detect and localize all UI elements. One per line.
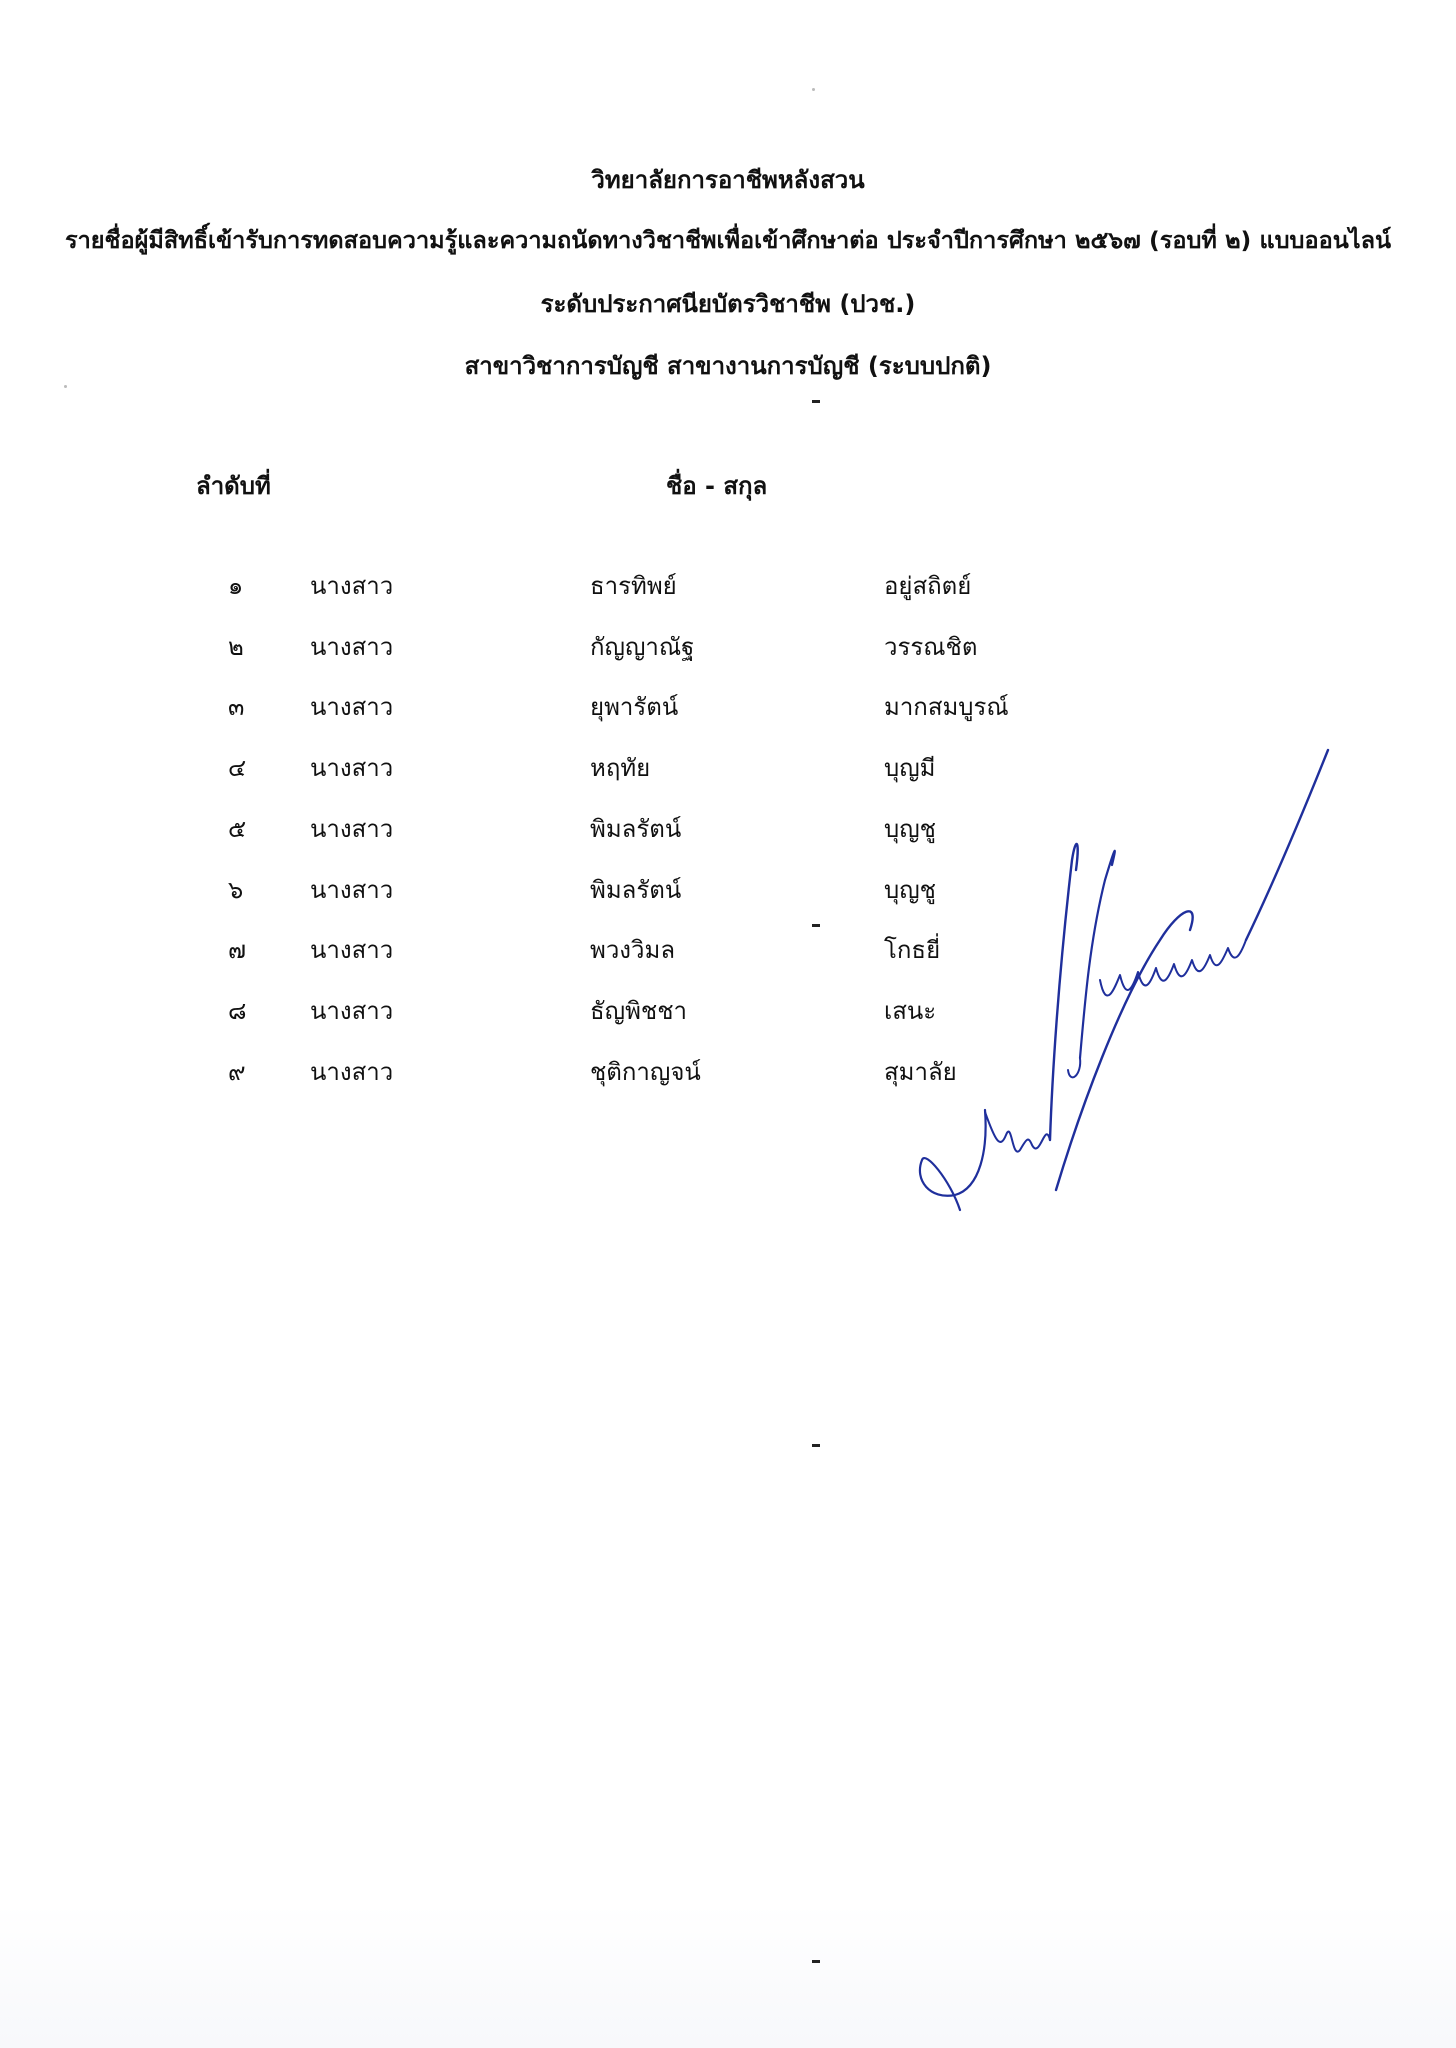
scan-speck xyxy=(64,385,67,388)
row-last-name: เสนะ xyxy=(884,997,937,1025)
row-number: ๙ xyxy=(228,1058,246,1086)
row-last-name: บุญชู xyxy=(884,815,936,843)
row-last-name: โกธยี่ xyxy=(884,936,941,964)
row-number: ๑ xyxy=(228,572,244,600)
row-title: นางสาว xyxy=(310,1058,394,1086)
row-title: นางสาว xyxy=(310,997,394,1025)
row-title: นางสาว xyxy=(310,815,394,843)
list-item xyxy=(0,566,1456,606)
row-last-name: สุมาลัย xyxy=(884,1058,957,1086)
row-first-name: ยุพารัตน์ xyxy=(590,693,679,721)
scan-mark xyxy=(812,1960,820,1963)
education-level: ระดับประกาศนียบัตรวิชาชีพ (ปวช.) xyxy=(540,290,916,318)
scan-mark xyxy=(812,400,820,403)
row-number: ๗ xyxy=(228,936,247,964)
row-title: นางสาว xyxy=(310,754,394,782)
row-first-name: พวงวิมล xyxy=(590,936,676,964)
scan-speck xyxy=(812,88,815,91)
row-title: นางสาว xyxy=(310,633,394,661)
row-title: นางสาว xyxy=(310,876,394,904)
list-item xyxy=(0,687,1456,727)
column-header-number: ลำดับที่ xyxy=(196,472,271,500)
row-first-name: ธัญพิชชา xyxy=(590,997,687,1025)
scan-mark xyxy=(812,1444,820,1447)
row-last-name: วรรณชิต xyxy=(884,633,978,661)
program-name: สาขาวิชาการบัญชี สาขางานการบัญชี (ระบบปกติ) xyxy=(464,352,992,380)
row-title: นางสาว xyxy=(310,936,394,964)
row-last-name: บุญชู xyxy=(884,876,936,904)
row-number: ๖ xyxy=(228,876,244,904)
list-item xyxy=(0,627,1456,667)
document-subtitle: รายชื่อผู้มีสิทธิ์เข้ารับการทดสอบความรู้และความถนัดทางวิชาชีพเพื่อเข้าศึกษาต่อ ประจำปีการศึกษา ๒๕๖๗ (รอบที่ ๒) แบบออนไลน์ xyxy=(64,226,1392,254)
handwritten-signature-icon xyxy=(900,740,1360,1220)
row-first-name: พิมลรัตน์ xyxy=(590,876,682,904)
scan-mark xyxy=(812,924,820,927)
institution-title: วิทยาลัยการอาชีพหลังสวน xyxy=(591,166,865,194)
row-last-name: มากสมบูรณ์ xyxy=(884,693,1009,721)
row-title: นางสาว xyxy=(310,693,394,721)
row-first-name: ชุติกาญจน์ xyxy=(590,1058,701,1086)
row-first-name: กัญญาณัฐ xyxy=(590,633,695,661)
row-title: นางสาว xyxy=(310,572,394,600)
row-number: ๓ xyxy=(228,693,245,721)
signature-strokes xyxy=(920,750,1328,1210)
row-last-name: อยู่สถิตย์ xyxy=(884,572,972,600)
row-number: ๘ xyxy=(228,997,247,1025)
row-last-name: บุญมี xyxy=(884,754,936,782)
row-number: ๔ xyxy=(228,754,247,782)
column-header-name: ชื่อ - สกุล xyxy=(666,472,768,500)
row-number: ๒ xyxy=(228,633,244,661)
row-first-name: พิมลรัตน์ xyxy=(590,815,682,843)
row-first-name: หฤทัย xyxy=(590,754,651,782)
row-number: ๕ xyxy=(228,815,247,843)
row-first-name: ธารทิพย์ xyxy=(590,572,677,600)
